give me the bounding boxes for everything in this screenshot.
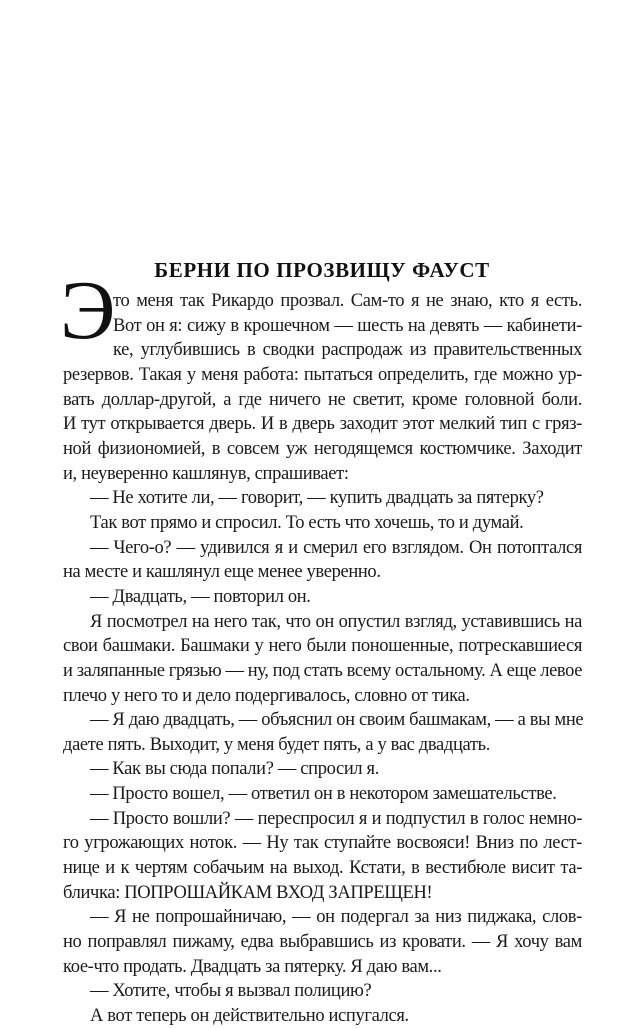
text-line: Вот он я: сижу в крошечном — шесть на девять — кабинети- bbox=[113, 315, 582, 336]
text-line: — Двадцать, — повторил он. bbox=[90, 586, 311, 607]
text-line: — Я даю двадцать, — объяснил он своим башмакам, — а вы мне bbox=[90, 710, 584, 731]
text-line: на месте и кашлянул еще менее уверенно. bbox=[63, 562, 381, 583]
text-line: кое-что продать. Двадцать за пятерку. Я даю вам... bbox=[63, 956, 442, 977]
text-line: — Просто вошли? — переспросил я и подпустил в голос немно- bbox=[90, 808, 582, 829]
chapter-body bbox=[63, 289, 582, 1029]
text-line: резервов. Такая у меня работа: пытаться определить, где можно ур- bbox=[63, 364, 582, 385]
text-line: — Как вы сюда попали? — спросил я. bbox=[90, 759, 379, 780]
text-line: И тут открывается дверь. И в дверь заходит этот мелкий тип с гряз- bbox=[63, 414, 582, 435]
text-line: вать доллар-другой, а где ничего не светит, кроме головной боли. bbox=[63, 389, 582, 410]
text-line: ной физиономией, в совсем уж негодящемся костюмчике. Заходит bbox=[63, 438, 582, 459]
text-line: ке, углубившись в сводки распродаж из правительственных bbox=[113, 340, 582, 361]
text-line: свои башмаки. Башмаки у него были поношенные, потрескавшиеся bbox=[63, 636, 582, 657]
text-line: — Не хотите ли, — говорит, — купить двадцать за пятерку? bbox=[90, 488, 544, 509]
text-line: но поправлял пижаму, едва выбравшись из кровати. — Я хочу вам bbox=[63, 932, 582, 953]
text-line: нице и к чертям собачьим на выход. Кстати, в вестибюле висит та- bbox=[63, 858, 582, 879]
text-line: — Я не попрошайничаю, — он подергал за низ пиджака, слов- bbox=[90, 907, 582, 928]
text-line: то меня так Рикардо прозвал. Сам-то я не знаю, кто я есть. bbox=[113, 291, 582, 311]
text-line: Так вот прямо и спросил. То есть что хочешь, то и думай. bbox=[90, 512, 524, 533]
text-line: даете пять. Выходит, у меня будет пять, а у вас двадцать. bbox=[63, 734, 490, 755]
text-line: бличка: ПОПРОШАЙКАМ ВХОД ЗАПРЕЩЕН! bbox=[63, 882, 433, 903]
text-line: — Чего-о? — удивился я и смерил его взглядом. Он потоптался bbox=[90, 537, 582, 558]
text-line: и, неуверенно кашлянув, спрашивает: bbox=[63, 463, 349, 484]
text-line: плечо у него то и дело подергивалось, словно от тика. bbox=[63, 685, 470, 706]
text-line: А вот теперь он действительно испугался. bbox=[90, 1006, 409, 1027]
text-line: го угрожающих ноток. — Ну так ступайте восвояси! Вниз по лест- bbox=[63, 833, 582, 854]
text-line: и заляпанные грязью — ну, под стать всему остальному. А еще левое bbox=[63, 660, 582, 681]
text-line: Я посмотрел на него так, что он опустил взгляд, уставившись на bbox=[90, 611, 582, 632]
drop-cap: Э bbox=[60, 264, 116, 357]
text-line: — Хотите, чтобы я вызвал полицию? bbox=[90, 981, 372, 1002]
chapter-title: БЕРНИ ПО ПРОЗВИЩУ ФАУСТ bbox=[154, 258, 490, 282]
text-line: — Просто вошел, — ответил он в некотором замешательстве. bbox=[90, 784, 557, 805]
